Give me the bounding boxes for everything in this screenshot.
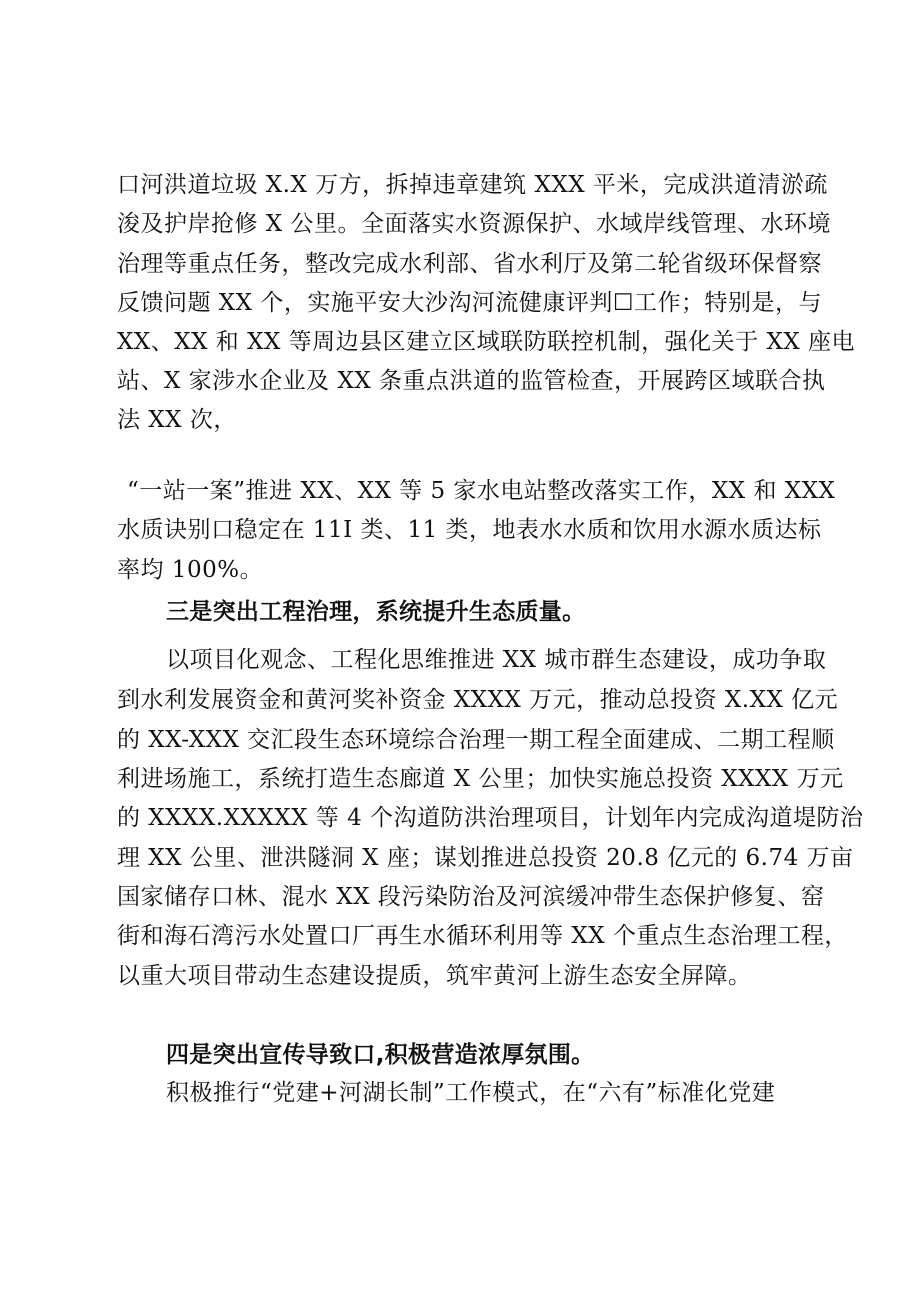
paragraph-line: 以项目化观念、工程化思维推进 XX 城市群生态建设，成功争取 — [166, 647, 827, 673]
paragraph-line: “一站一案”推进 XX、XX 等 5 家水电站整改落实工作，XX 和 XXX — [127, 478, 836, 504]
paragraph-line: 理 XX 公里、泄洪隧洞 X 座；谋划推进总投资 20.8 亿元的 6.74 万亩 — [117, 845, 854, 871]
paragraph-line: 站、X 家涉水企业及 XX 条重点洪道的监管检查，开展跨区域联合执 — [117, 368, 826, 394]
paragraph-line: 到水利发展资金和黄河奖补资金 XXXX 万元，推动总投资 X.XX 亿元 — [117, 687, 839, 713]
paragraph-line: 反馈问题 XX 个，实施平安大沙沟河流健康评判☐工作；特别是，与 — [117, 290, 822, 316]
paragraph-line: 的 XXXX.XXXXX 等 4 个沟道防洪治理项目，计划年内完成沟道堤防治 — [117, 805, 864, 831]
paragraph-line: 街和海石湾污水处置口厂再生水循环利用等 XX 个重点生态治理工程， — [117, 923, 848, 949]
paragraph-line: 积极推行“党建+河湖长制”工作模式，在“六有”标准化党建 — [166, 1080, 776, 1106]
paragraph-line: 以重大项目带动生态建设提质，筑牢黄河上游生态安全屏障。 — [117, 963, 752, 989]
section-heading: 三是突出工程治理，系统提升生态质量。 — [166, 599, 586, 625]
paragraph-line: 利进场施工，系统打造生态廊道 X 公里；加快实施总投资 XXXX 万元 — [117, 766, 844, 792]
section-heading: 四是突出宣传导致口,积极营造浓厚氛围。 — [166, 1042, 595, 1068]
paragraph-line: 国家储存口林、混水 XX 段污染防治及河滨缓冲带生态保护修复、窑 — [117, 884, 825, 910]
paragraph-line: 法 XX 次， — [117, 407, 237, 433]
paragraph-line: 水质诀别口稳定在 11I 类、11 类，地表水水质和饮用水源水质达标 — [117, 517, 822, 543]
paragraph-line: 浚及护岸抢修 X 公里。全面落实水资源保护、水域岸线管理、水环境 — [117, 211, 831, 237]
paragraph-line: XX、XX 和 XX 等周边县区建立区域联防联控机制，强化关于 XX 座电 — [117, 329, 856, 355]
paragraph-line: 率均 100%。 — [117, 557, 264, 583]
paragraph-line: 口河洪道垃圾 X.X 万方，拆掉违章建筑 XXX 平米，完成洪道清淤疏 — [117, 172, 828, 198]
paragraph-line: 的 XX-XXX 交汇段生态环境综合治理一期工程全面建成、二期工程顺 — [117, 727, 835, 753]
paragraph-line: 治理等重点任务，整改完成水利部、省水利厅及第二轮省级环保督察 — [117, 251, 822, 277]
